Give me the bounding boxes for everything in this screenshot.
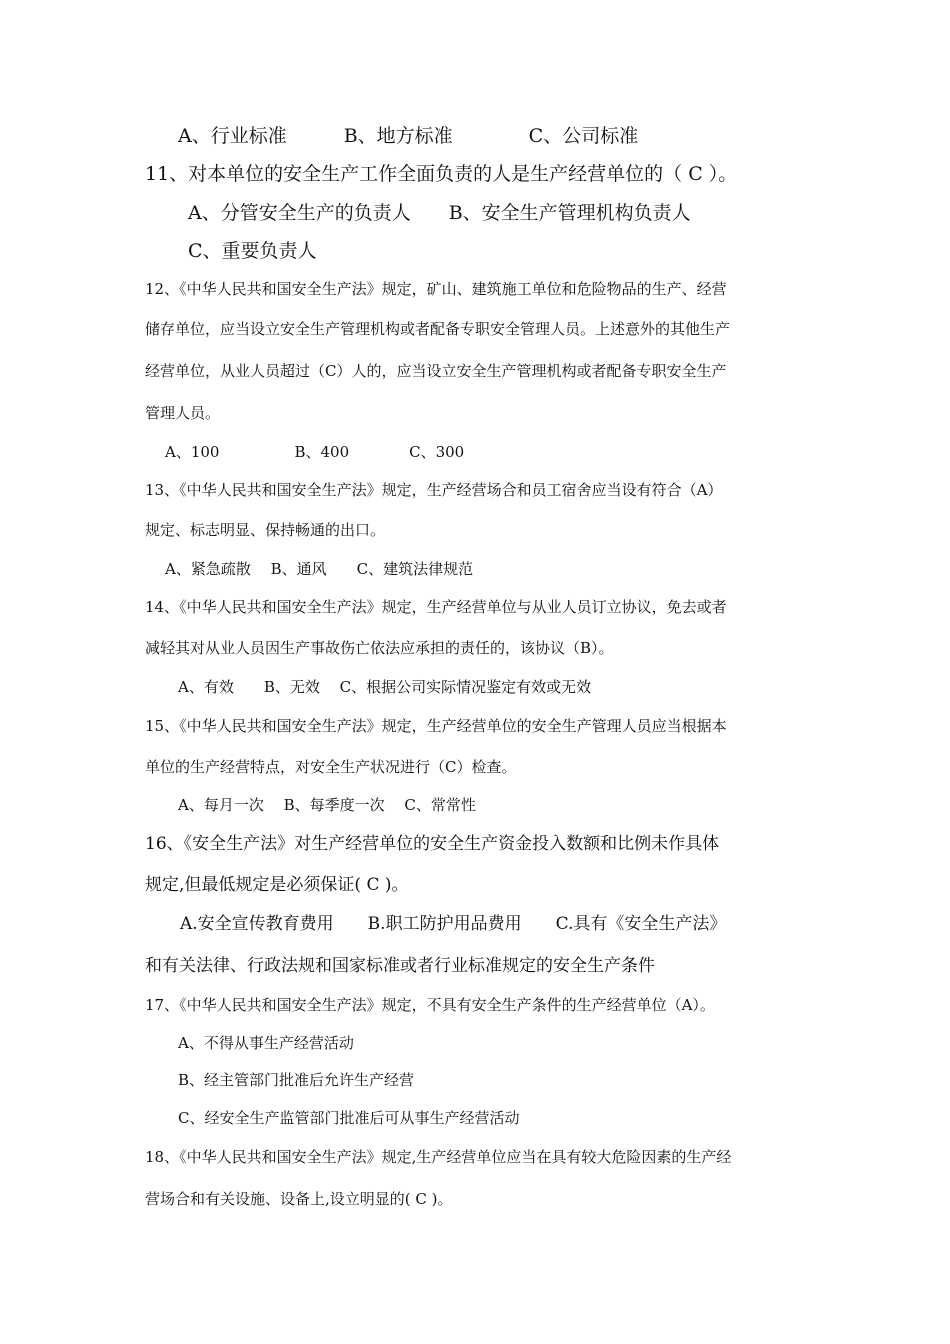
q17-option-b: B、经主管部门批准后允许生产经营 xyxy=(178,1071,415,1089)
q14-options: A、有效 B、无效 C、根据公司实际情况鉴定有效或无效 xyxy=(178,678,592,696)
q13-options: A、紧急疏散 B、通风 C、建筑法律规范 xyxy=(165,560,474,578)
q11-question: 11、对本单位的安全生产工作全面负责的人是生产经营单位的（ C ）。 xyxy=(145,163,738,185)
q16-line-1: 16、《安全生产法》对生产经营单位的安全生产资金投入数额和比例未作具体 xyxy=(145,834,720,854)
q17-question: 17、《中华人民共和国安全生产法》规定，不具有安全生产条件的生产经营单位（A）。 xyxy=(145,996,715,1014)
q12-options: A、100 B、400 C、300 xyxy=(165,443,465,461)
q18-line-2: 营场合和有关设施、设备上,设立明显的( C )。 xyxy=(145,1190,453,1208)
q10-options: A、行业标准 B、地方标准 C、公司标准 xyxy=(178,125,639,147)
q18-line-1: 18、《中华人民共和国安全生产法》规定,生产经营单位应当在具有较大危险因素的生产经 xyxy=(145,1148,732,1166)
q13-line-1: 13、《中华人民共和国安全生产法》规定，生产经营场合和员工宿舍应当设有符合（A） xyxy=(145,481,723,499)
q16-line-2: 规定,但最低规定是必须保证( C )。 xyxy=(145,875,409,895)
q13-line-2: 规定、标志明显、保持畅通的出口。 xyxy=(145,521,386,539)
q11-options-ab: A、分管安全生产的负责人 B、安全生产管理机构负责人 xyxy=(188,202,691,224)
q11-option-c: C、重要负责人 xyxy=(188,240,317,262)
q16-options: A.安全宣传教育费用 B.职工防护用品费用 C.具有《安全生产法》 xyxy=(180,914,727,934)
q12-line-1: 12、《中华人民共和国安全生产法》规定，矿山、建筑施工单位和危险物品的生产、经营 xyxy=(145,280,727,298)
q17-option-c: C、经安全生产监管部门批准后可从事生产经营活动 xyxy=(178,1109,520,1127)
q12-line-4: 管理人员。 xyxy=(145,404,221,422)
q15-options: A、每月一次 B、每季度一次 C、常常性 xyxy=(178,796,476,814)
q14-line-1: 14、《中华人民共和国安全生产法》规定，生产经营单位与从业人员订立协议，免去或者 xyxy=(145,598,727,616)
q12-line-2: 储存单位，应当设立安全生产管理机构或者配备专职安全管理人员。上述意外的其他生产 xyxy=(145,320,731,338)
q15-line-2: 单位的生产经营特点，对安全生产状况进行（C）检查。 xyxy=(145,758,517,776)
q17-option-a: A、不得从事生产经营活动 xyxy=(178,1034,354,1052)
q12-line-3: 经营单位，从业人员超过（C）人的，应当设立安全生产管理机构或者配备专职安全生产 xyxy=(145,362,727,380)
q14-line-2: 减轻其对从业人员因生产事故伤亡依法应承担的责任的，该协议（B）。 xyxy=(145,639,614,657)
q16-option-c-cont: 和有关法律、行政法规和国家标准或者行业标准规定的安全生产条件 xyxy=(145,956,655,976)
q15-line-1: 15、《中华人民共和国安全生产法》规定，生产经营单位的安全生产管理人员应当根据本 xyxy=(145,717,727,735)
